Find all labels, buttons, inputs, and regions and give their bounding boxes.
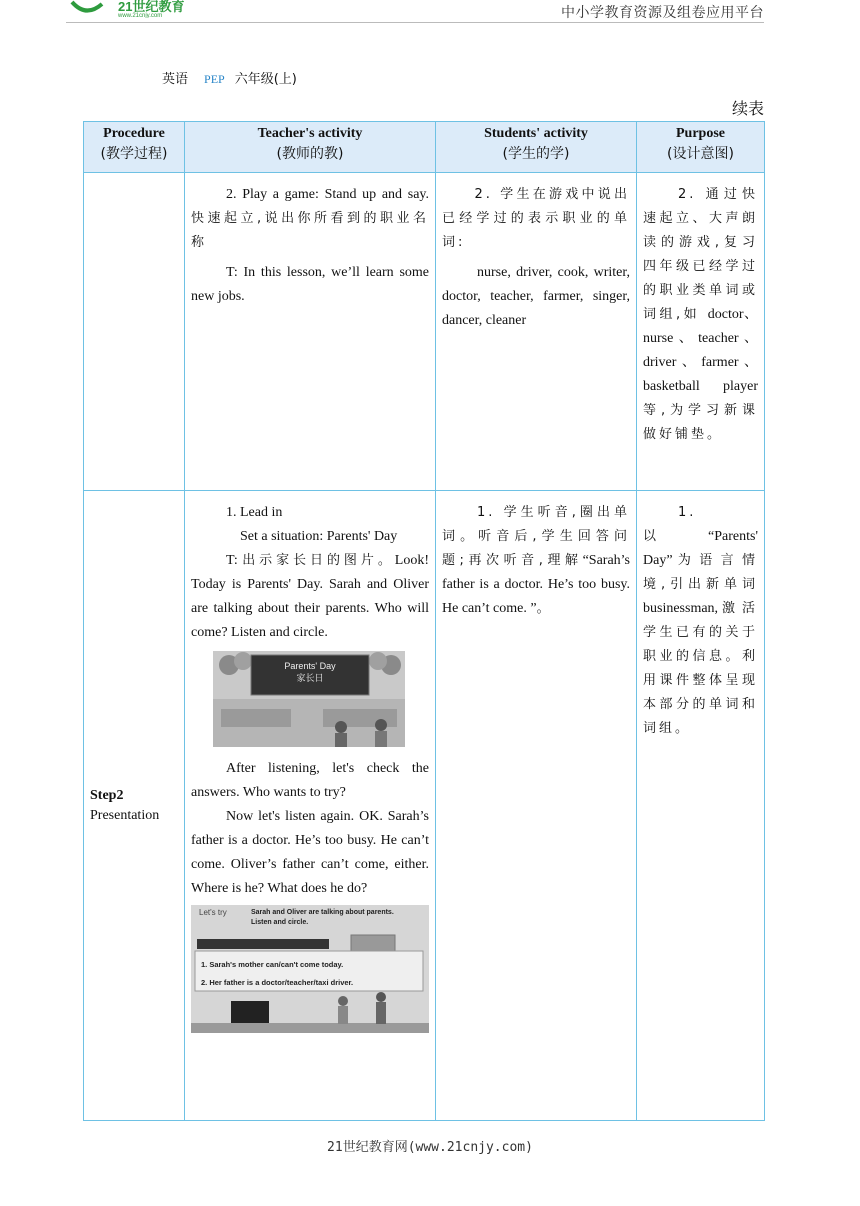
banner-en: Parents' Day bbox=[284, 661, 336, 671]
header-purpose bbox=[637, 122, 765, 173]
purpose-parents-day: “Parents' Day” bbox=[643, 529, 758, 568]
header-students-zh: (学生的学) bbox=[502, 146, 570, 162]
site-logo bbox=[66, 0, 236, 18]
purpose-text bbox=[643, 501, 758, 741]
lets-try-q2: 2. Her father is a doctor/teacher/taxi driver. bbox=[201, 978, 354, 987]
edition-label: PEP bbox=[204, 72, 225, 86]
purpose-part2: 为语言情境,引出新单词 bbox=[643, 553, 758, 592]
purpose-cell bbox=[637, 173, 765, 491]
check-answers: After listening, let's check the answers. Who wants to try? bbox=[191, 761, 429, 800]
logo-text: 21世纪教育 bbox=[118, 0, 185, 14]
teacher-talk-en: Look! Today is Parents' Day. Sarah and Oliver are talking about their parents. Who will come? Listen and circle. bbox=[191, 553, 429, 640]
procedure-cell-empty bbox=[84, 173, 185, 491]
teacher-talk-prefix: T: bbox=[226, 553, 243, 568]
lead-in-title: 1. Lead in bbox=[226, 505, 283, 520]
header-purpose-zh: (设计意图) bbox=[667, 146, 734, 162]
teacher-talk bbox=[191, 549, 429, 645]
grade-label: 六年级(上) bbox=[234, 72, 297, 87]
subject-line bbox=[162, 68, 297, 87]
purpose-cell bbox=[637, 491, 765, 1121]
header-procedure-en: Procedure bbox=[103, 126, 165, 141]
logo-swoosh-icon bbox=[72, 2, 102, 11]
students-listen-zh: 1. 学生听音,圈出单词。听音后,学生回答问题;再次听音,理解 bbox=[442, 505, 630, 568]
students-cell bbox=[436, 491, 637, 1121]
lets-try-tab: Let's try bbox=[199, 908, 227, 917]
purpose-businessman: businessman, bbox=[643, 601, 719, 616]
banner-zh: 家长日 bbox=[296, 674, 324, 684]
step-subtitle: Presentation bbox=[90, 807, 160, 823]
continued-label: 续表 bbox=[731, 99, 764, 118]
page-footer: 21世纪教育网(www.21cnjy.com) bbox=[327, 1140, 533, 1155]
header-teacher-zh: (教师的教) bbox=[276, 146, 344, 162]
lets-try-instruction-1: Sarah and Oliver are talking about parents. bbox=[251, 909, 394, 916]
students-game: 2. 学生在游戏中说出已经学过的表示职业的单词: bbox=[442, 187, 630, 250]
teacher-game bbox=[191, 183, 429, 255]
purpose-part3: 激活学生已有的关于职业的信息。利用课件整体呈现本部分的单词和词组。 bbox=[643, 601, 758, 736]
students-listen-end: 。 bbox=[536, 601, 553, 616]
subject-name: 英语 bbox=[162, 72, 189, 87]
header-purpose-en: Purpose bbox=[676, 126, 725, 141]
parents-day-image bbox=[213, 651, 405, 747]
header-teacher-en: Teacher's activity bbox=[257, 126, 363, 141]
header-divider bbox=[66, 22, 764, 23]
procedure-cell bbox=[84, 491, 185, 1121]
teacher-cell bbox=[185, 491, 436, 1121]
set-situation: Set a situation: Parents' Day bbox=[240, 529, 398, 544]
purpose-text-words: doctor、nurse、teacher、driver、farmer、basketball player bbox=[643, 307, 759, 394]
students-cell bbox=[436, 173, 637, 491]
listen-again: Now let's listen again. OK. Sarah’s father is a doctor. He’s too busy. He can’t come. Oliver’s father can’t come, either. Where is he? What does he do? bbox=[191, 809, 429, 896]
teacher-talk-zh: 出示家长日的图片。 bbox=[242, 553, 395, 568]
students-listen-en: “Sarah’s father is a doctor. He’s too busy. He can’t come. ” bbox=[442, 553, 630, 616]
lets-try-instruction-2: Listen and circle. bbox=[251, 919, 309, 926]
table-header-row bbox=[84, 122, 765, 173]
header-students-en: Students' activity bbox=[484, 126, 588, 141]
students-listen bbox=[442, 501, 630, 621]
purpose-text bbox=[643, 183, 758, 447]
lets-try-q1: 1. Sarah's mother can/can't come today. bbox=[201, 960, 344, 969]
teacher-cell bbox=[185, 173, 436, 491]
table-row bbox=[84, 173, 765, 491]
purpose-text-part2: 等,为学习新课做好铺垫。 bbox=[643, 403, 758, 442]
header-procedure-zh: (教学过程) bbox=[100, 146, 168, 162]
lesson-plan-table bbox=[83, 121, 765, 1121]
header-procedure bbox=[84, 122, 185, 173]
table-row bbox=[84, 491, 765, 1121]
teacher-intro: T: In this lesson, we’ll learn some new jobs. bbox=[191, 265, 429, 304]
purpose-text-part1: 2. 通过快速起立、大声朗读的游戏,复习四年级已经学过的职业类单词或词组,如 bbox=[643, 187, 758, 322]
logo-url: www.21cnjy.com bbox=[118, 13, 163, 18]
game-instruction-zh: 快速起立,说出你所看到的职业名称 bbox=[191, 211, 429, 250]
students-job-words: nurse, driver, cook, writer, doctor, teacher, farmer, singer, dancer, cleaner bbox=[442, 265, 630, 328]
header-teacher bbox=[185, 122, 436, 173]
header-students bbox=[436, 122, 637, 173]
platform-name: 中小学教育资源及组卷应用平台 bbox=[561, 5, 764, 21]
step-title: Step2 bbox=[90, 787, 124, 803]
game-instruction-en: 2. Play a game: Stand up and say. bbox=[226, 187, 429, 202]
lets-try-image bbox=[191, 905, 429, 1033]
purpose-part1: 1. 以 bbox=[643, 505, 709, 544]
